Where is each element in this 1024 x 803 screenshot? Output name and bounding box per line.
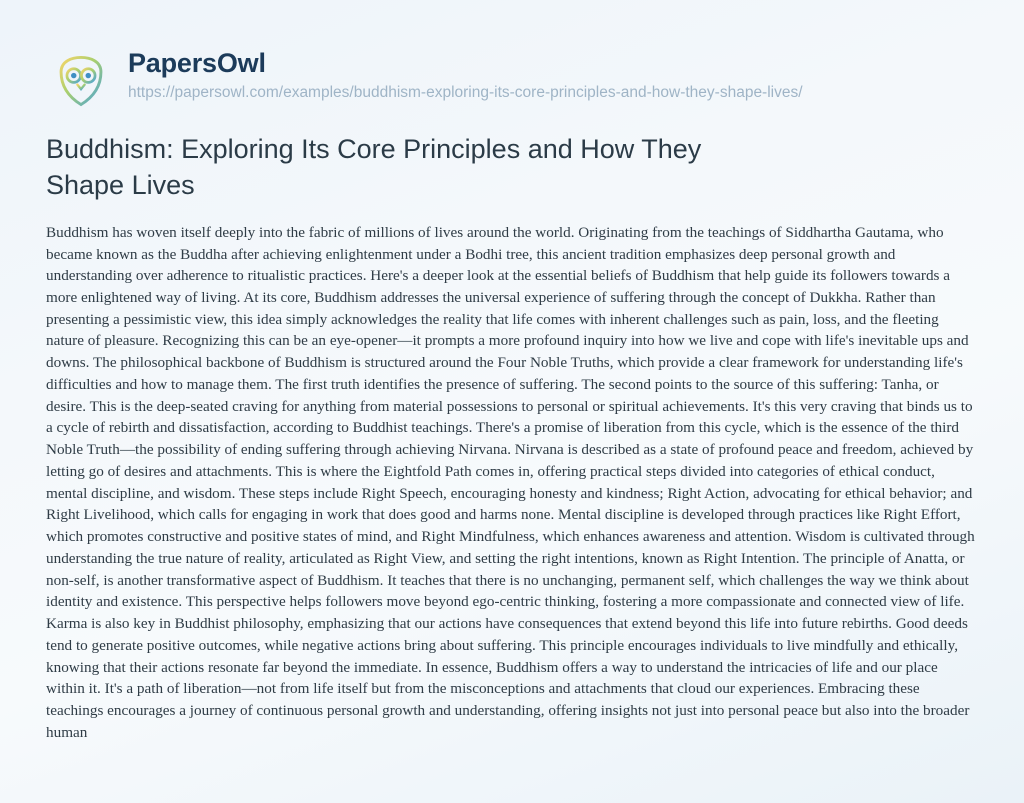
- logo-container: [46, 48, 116, 110]
- article-body-text: Buddhism has woven itself deeply into the fabric of millions of lives around the world. Originating from the teachings of Siddhartha Gautama, who became known as the Buddha after achieving enlightenment under a Bodhi tree, this ancient tradition emphasizes deep personal growth and understanding over adherence to ritualistic practices. Here's a deeper look at the essential beliefs of Buddhism that help guide its followers towards a more enlightened way of living. At its core, Buddhism addresses the universal experience of suffering through the concept of Dukkha. Rather than presenting a pessimistic view, this idea simply acknowledges the reality that life comes with inherent challenges such as pain, loss, and the fleeting nature of pleasure. Recognizing this can be an eye-opener—it prompts a more profound inquiry into how we live and cope with life's inevitable ups and downs. The philosophical backbone of Buddhism is structured around the Four Noble Truths, which provide a clear framework for understanding life's difficulties and how to manage them. The first truth identifies the presence of suffering. The second points to the source of this suffering: Tanha, or desire. This is the deep-seated craving for anything from material possessions to personal or spiritual achievements. It's this very craving that binds us to a cycle of rebirth and dissatisfaction, according to Buddhist teachings. There's a promise of liberation from this cycle, which is the essence of the third Noble Truth—the possibility of ending suffering through achieving Nirvana. Nirvana is described as a state of profound peace and freedom, achieved by letting go of desires and attachments. This is where the Eightfold Path comes in, offering practical steps divided into categories of ethical conduct, mental discipline, and wisdom. These steps include Right Speech, encouraging honesty and kindness; Right Action, advocating for ethical behavior; and Right Livelihood, which calls for engaging in work that does good and harms none. Mental discipline is developed through practices like Right Effort, which promotes constructive and positive states of mind, and Right Mindfulness, which enhances awareness and attention. Wisdom is cultivated through understanding the true nature of reality, articulated as Right View, and setting the right intentions, known as Right Intention. The principle of Anatta, or non-self, is another transformative aspect of Buddhism. It teaches that there is no unchanging, permanent self, which challenges the way we think about identity and existence. This perspective helps followers move beyond ego-centric thinking, fostering a more compassionate and connected view of life. Karma is also key in Buddhist philosophy, emphasizing that our actions have consequences that extend beyond this life into future rebirths. Good deeds tend to generate positive outcomes, while negative actions bring about suffering. This principle encourages individuals to live mindfully and ethically, knowing that their actions resonate far beyond the immediate. In essence, Buddhism offers a way to understand the intricacies of life and our place within it. It's a path of liberation—not from life itself but from the misconceptions and attachments that cloud our experiences. Embracing these teachings encourages a journey of continuous personal growth and understanding, offering insights not just into personal peace but also into the broader human: [46, 223, 975, 741]
- brand-name: PapersOwl: [128, 48, 266, 78]
- page-title: Buddhism: Exploring Its Core Principles and How They Shape Lives: [46, 134, 702, 200]
- owl-logo-icon: [52, 52, 110, 110]
- source-url[interactable]: https://papersowl.com/examples/buddhism-exploring-its-core-principles-and-how-they-shape-lives/: [128, 84, 803, 102]
- article-container: [0, 110, 1024, 743]
- brand-block: [116, 48, 978, 104]
- site-header: [0, 0, 1024, 110]
